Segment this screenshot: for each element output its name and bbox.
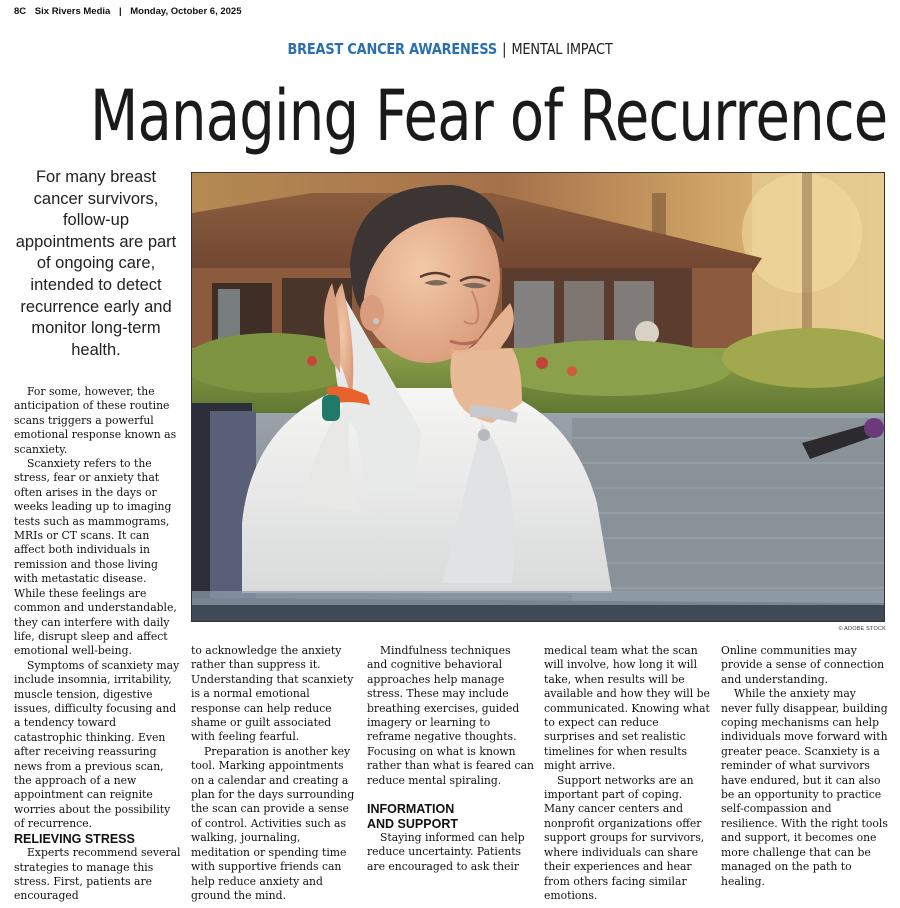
subhead-information: INFORMATION [367,802,455,817]
paragraph: to acknowledge the anxiety rather than suppress it. Understanding that scanxiety is a normal emotional response can help reduce shame or guilt associated with feeling fearful. [191,644,354,744]
publication-name: Six Rivers Media [34,6,111,17]
paragraph: Support networks are an important part of coping. Many cancer centers and nonprofit organizations offer support groups for survivors, where individuals can share their experiences and hear from others facing similar emotions. [544,773,705,902]
page-number: 8C [14,6,27,17]
paragraph: For some, however, the anticipation of these routine scans triggers a powerful emotional response known as scanxiety. [14,385,177,456]
photo-illustration [192,173,885,622]
paragraph: Online communities may provide a sense of connection and understanding. [721,644,885,686]
article-column-4 [544,644,711,903]
subhead-relieving-stress: RELIEVING STRESS [14,831,135,846]
page-folio [14,6,248,17]
photo-credit: © ADOBE STOCK [838,626,886,632]
section-kicker [63,40,837,58]
article-column-1 [14,385,181,904]
paragraph: Preparation is another key tool. Marking appointments on a calendar and creating a plan for the days surrounding the scan can provide a sense of control. Activities such as walking, journaling, meditation or spending time with supportive friends can help reduce anxiety and ground the mind. [191,744,355,902]
kicker-section: BREAST CANCER AWARENESS [287,40,497,58]
subhead-and-support: AND SUPPORT [367,816,458,831]
paragraph: Symptoms of scanxiety may include insomnia, irritability, muscle tension, digestive issues, difficulty focusing and a tendency toward catastrophic thinking. Even after receiving reassuring news from a previous scan, the approach of a new appointment can reignite worries about the possibility of recurrence. [14,658,180,831]
article-column-3 [367,644,534,874]
paragraph: Scanxiety refers to the stress, fear or anxiety that often arises in the days or weeks leading up to imaging tests such as mammograms, MRIs or CT scans. It can affect both individuals in remission and those living with metastatic disease. While these feelings are common and understandable, they can interfere with daily life, disrupt sleep and affect emotional well-being. [14,457,177,658]
kicker-topic: MENTAL IMPACT [511,40,613,58]
paragraph: medical team what the scan will involve, how long it will take, when results will be available and how they will be communicated. Knowing what to expect can reduce surprises and set realistic timelines for when results might arrive. [544,644,710,773]
paragraph: While the anxiety may never fully disappear, building coping mechanisms can help individuals move forward with greater peace. Scanxiety is a reminder of what survivors have endured, but it can also be an opportunity to practice self-compassion and resilience. With the right tools and support, it becomes one more challenge that can be managed on the path to healing. [721,687,888,888]
kicker-divider: | [502,40,507,58]
headline: Managing Fear of Recurrence [90,75,888,157]
folio-separator: | [118,6,122,17]
article-column-5 [721,644,888,889]
deck-summary: For many breast cancer survivors, follow-up appointments are part of ongoing care, intended to detect recurrence early and monitor long-term health. [15,168,177,359]
publication-date: Monday, October 6, 2025 [130,6,242,17]
paragraph: Staying informed can help reduce uncertainty. Patients are encouraged to ask their [367,831,525,873]
article-photo [191,172,885,622]
paragraph: Experts recommend several strategies to manage this stress. First, patients are encouraged [14,846,181,903]
paragraph: Mindfulness techniques and cognitive behavioral approaches help manage stress. These may include breathing exercises, guided imagery or learning to reframe negative thoughts. Focusing on what is known rather than what is feared can reduce mental spiraling. [367,644,534,787]
article-column-2 [191,644,358,903]
